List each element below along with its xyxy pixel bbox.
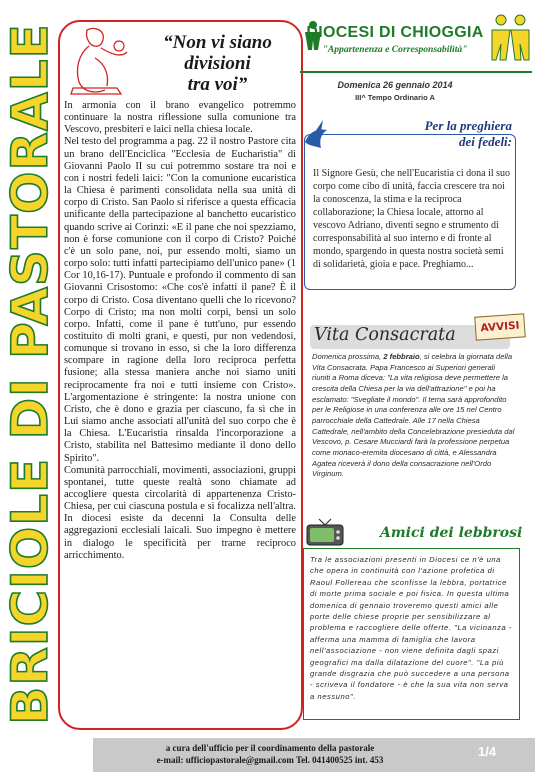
title-line-1: “Non vi siano	[163, 32, 272, 53]
avvisi-badge: AVVISI	[474, 313, 526, 340]
article-paragraph: Comunità parrocchiali, movimenti, associazioni, gruppi spontanei, tutte queste realtà sono chiamate ad accogliere questa circolarità di appartenenza Cristo-Chiesa, per cui ciascuna postula e si focalizza nell'altra. In diocesi esiste da decenni la Consulta delle aggregazioni ecclesiali laicali. Suo impegno è mettere in dialogo le specificità per trarne reciproco arricchimento.	[64, 464, 296, 561]
vita-text-rest: , si celebra la giornata della Vita Consacrata. Papa Francesco ai Superiori generali riuniti a Roma diceva: "La vita religiosa deve permettere la crescita della Chiesa per la via dell'attrazione" e poi ha esclamato: "Svegliate il mondo". Il tema sarà approfondito per le Religiose in una conferenza alle ore 15 nel Centro parrocchiale della Cattedrale. Alle 17 nella Chiesa Cattedrale, nell'ambito della Concelebrazione presieduta dal Vescovo, p. Cesare Mucciardi farà la professione perpetua come monaco-eremita diocesano di città, e Alessandra Agatea riceverà il dono della consacrazione nell'Ordo Virginum.	[312, 352, 515, 479]
title-line-3: tra voi”	[187, 74, 248, 95]
liturgical-time: III^ Tempo Ordinario A	[355, 93, 435, 102]
vita-consacrata-text	[312, 352, 515, 480]
page-number: 1/4	[478, 744, 497, 759]
tv-icon	[305, 517, 345, 547]
vita-text-date: 2 febbraio	[383, 352, 420, 361]
prayer-title	[380, 118, 512, 150]
issue-date: Domenica 26 gennaio 2014	[337, 80, 453, 90]
lebbrosi-title: Amici dei lebbrosi	[380, 525, 523, 541]
newsletter-title: BRICIOLE DI PASTORALE	[1, 23, 59, 725]
lebbrosi-text: Tra le associazioni presenti in Diocesi ce n'è una che opera in continuità con l'azione profetica di Raoul Follereau che sconfisse la lebbra, portatrice di morte prima sociale e poi fisica. In questa ultima domenica di gennaio troveremo questi amici alle porte delle chiese proprie per sensibilizzare al problema e raccogliere delle offerte. "La vicinanza - afferma una mamma di famiglia che lavora nell'associazione - non viene definita dagli spazi geografici ma dalla dilatazione del cuore". "La più grande disgrazia che può succedere a una persona - scriveva il fondatore - è che la sua vita non serva a nessuno".	[310, 555, 512, 701]
article-paragraph: Nel testo del programma a pag. 22 il nostro Pastore cita un brano dell'Enciclica "Ecclesia de Eucharistia" di Giovanni Paolo II su cui potremmo sostare tra noi e con i nostri fedeli laici: "Con la comunione eucaristica la Chiesa è parimenti consolidata nella sua unità di corpo di Cristo. San Paolo si riferisce a questa efficacia unificante della partecipazione al banchetto eucaristico quando scrive ai Corinzi: «E il pane che noi spezziamo, non è forse comunione con il corpo di Cristo? Poiché c'è un solo pane, noi, pur essendo molti, siamo un corpo solo: tutti infatti partecipiamo dell'unico pane» (1 Cor 10,16-17). Puntuale e profondo il commento di san Giovanni Crisostomo: «Che cos'è infatti il pane? È il corpo di Cristo. Cosa diventano quelli che lo ricevono? Corpo di Cristo; ma non molti corpi, bensì un solo corpo. Infatti, come il pane è tutt'uno, pur essendo costituito di molti grani, e questi, pur non vedendosi, comunque si trovano in esso, sì che la loro differenza scompare in ragione della loro reciproca perfetta fusione; alla stessa maniera anche noi siamo uniti reciprocamente fra noi e tutti insieme con Cristo». L'argomentazione è stringente: la nostra unione con Cristo, che è dono e grazia per ciascuno, fa sì che in Lui siamo anche associati all'unità del suo corpo che è la Chiesa. L'Eucaristia rinsalda l'incorporazione a Cristo, stabilita nel Battesimo mediante il dono dello Spirito".	[64, 136, 296, 464]
article-paragraph: In armonia con il brano evangelico potremmo continuare la nostra riflessione sulla comunione tra Vescovo, presbiteri e laici nella chiesa locale.	[64, 100, 296, 136]
prayer-text: Il Signore Gesù, che nell'Eucaristia ci dona il suo corpo come cibo di unità, faccia crescere tra noi la conoscenza, la stima e la reciproca collaborazione; la Chiesa locale, attorno al vescovo Adriano, diventi segno e strumento di corresponsabilità al suo interno e di fronte al mondo, spargendo in questa nostra società semi di solidarietà, gioia e pace. Preghiamo...	[313, 168, 511, 270]
vita-text-intro: Domenica prossima,	[312, 352, 384, 361]
diocese-name: DIOCESI DI CHIOGGIA	[306, 24, 484, 41]
main-article-body	[64, 100, 296, 728]
diocese-motto: "Appartenenza e Corresponsabilità"	[322, 44, 468, 55]
vita-consacrata-title: Vita Consacrata	[314, 325, 456, 345]
preacher-illustration-icon	[65, 24, 135, 98]
footer-contact: e-mail: ufficiopastorale@gmail.com Tel. 041400525 int. 453	[156, 755, 384, 765]
header-divider	[300, 71, 532, 73]
title-line-2: divisioni	[184, 53, 251, 74]
footer-credit: a cura dell'ufficio per il coordinamento della pastorale	[165, 743, 375, 753]
main-article-title	[130, 32, 305, 95]
dove-icon	[301, 118, 331, 158]
prayer-title-line-1: Per la preghiera	[424, 118, 512, 133]
prayer-title-line-2: dei fedeli:	[458, 134, 512, 149]
diocese-logo-right-icon	[488, 14, 533, 62]
vertical-title-area	[0, 18, 60, 730]
